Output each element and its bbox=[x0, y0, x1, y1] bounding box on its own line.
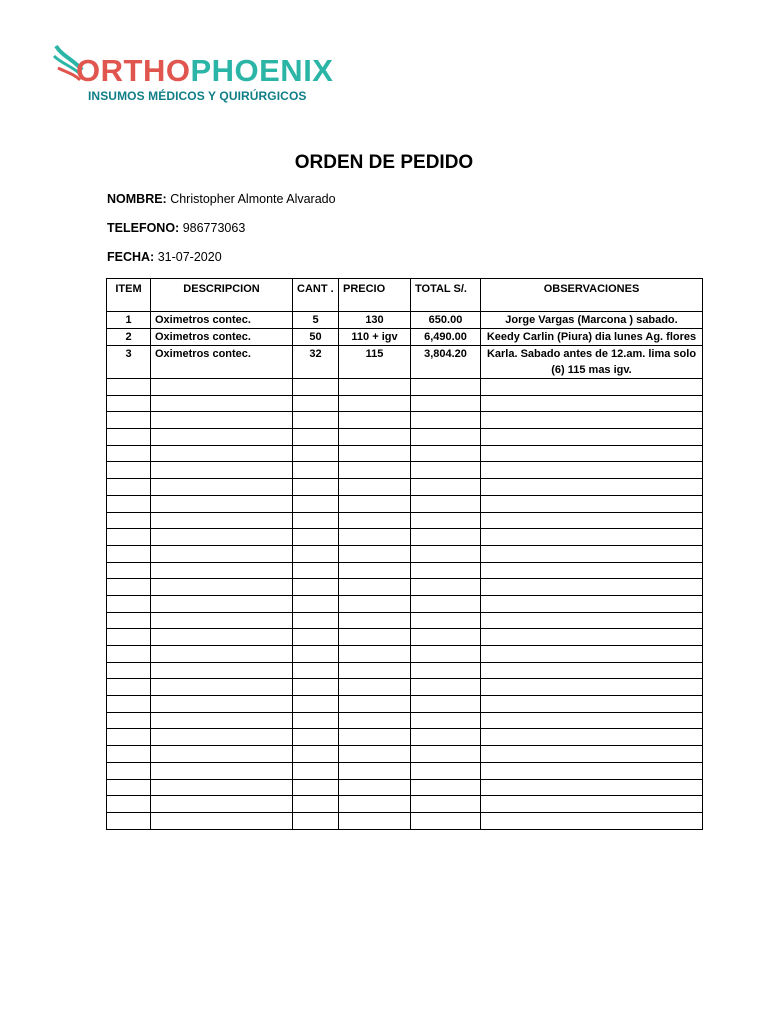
empty-cell bbox=[481, 779, 703, 796]
empty-cell bbox=[151, 629, 293, 646]
empty-cell bbox=[293, 762, 339, 779]
empty-cell bbox=[151, 462, 293, 479]
empty-cell bbox=[107, 545, 151, 562]
empty-cell bbox=[339, 729, 411, 746]
empty-table-row bbox=[107, 679, 703, 696]
empty-cell bbox=[293, 562, 339, 579]
empty-cell bbox=[339, 512, 411, 529]
empty-cell bbox=[481, 595, 703, 612]
empty-cell bbox=[411, 812, 481, 829]
telefono-field bbox=[107, 221, 245, 235]
empty-cell bbox=[293, 662, 339, 679]
empty-cell bbox=[293, 529, 339, 546]
empty-cell bbox=[339, 629, 411, 646]
empty-cell bbox=[481, 495, 703, 512]
empty-cell bbox=[411, 512, 481, 529]
empty-cell bbox=[411, 646, 481, 663]
empty-cell bbox=[151, 529, 293, 546]
cell-descripcion: Oximetros contec. bbox=[151, 312, 293, 329]
empty-cell bbox=[107, 746, 151, 763]
empty-cell bbox=[339, 779, 411, 796]
cell-cant: 5 bbox=[293, 312, 339, 329]
empty-cell bbox=[411, 779, 481, 796]
empty-cell bbox=[151, 779, 293, 796]
empty-cell bbox=[411, 662, 481, 679]
empty-cell bbox=[339, 662, 411, 679]
telefono-value: 986773063 bbox=[182, 221, 246, 235]
header-observaciones: OBSERVACIONES bbox=[481, 279, 703, 312]
empty-cell bbox=[481, 479, 703, 496]
empty-cell bbox=[481, 629, 703, 646]
empty-cell bbox=[107, 379, 151, 396]
empty-cell bbox=[293, 729, 339, 746]
cell-total: 650.00 bbox=[411, 312, 481, 329]
cell-precio: 110 + igv bbox=[339, 329, 411, 346]
empty-cell bbox=[411, 796, 481, 813]
cell-precio: 115 bbox=[339, 346, 411, 379]
empty-cell bbox=[481, 412, 703, 429]
empty-cell bbox=[107, 779, 151, 796]
empty-cell bbox=[107, 562, 151, 579]
table-row bbox=[107, 329, 703, 346]
empty-cell bbox=[151, 662, 293, 679]
empty-cell bbox=[339, 812, 411, 829]
empty-cell bbox=[293, 595, 339, 612]
empty-cell bbox=[411, 679, 481, 696]
empty-cell bbox=[151, 646, 293, 663]
empty-cell bbox=[151, 762, 293, 779]
empty-cell bbox=[151, 746, 293, 763]
empty-cell bbox=[411, 479, 481, 496]
empty-cell bbox=[293, 395, 339, 412]
empty-cell bbox=[481, 445, 703, 462]
empty-cell bbox=[339, 412, 411, 429]
empty-cell bbox=[107, 679, 151, 696]
empty-cell bbox=[411, 445, 481, 462]
empty-cell bbox=[481, 562, 703, 579]
table-body bbox=[107, 312, 703, 830]
empty-table-row bbox=[107, 612, 703, 629]
nombre-field bbox=[107, 192, 336, 206]
empty-cell bbox=[411, 379, 481, 396]
empty-cell bbox=[481, 462, 703, 479]
empty-cell bbox=[151, 712, 293, 729]
empty-table-row bbox=[107, 712, 703, 729]
nombre-value: Christopher Almonte Alvarado bbox=[170, 192, 336, 206]
company-logo bbox=[52, 42, 342, 106]
header-descripcion: DESCRIPCION bbox=[151, 279, 293, 312]
empty-cell bbox=[107, 812, 151, 829]
empty-cell bbox=[411, 595, 481, 612]
empty-cell bbox=[293, 545, 339, 562]
empty-cell bbox=[339, 395, 411, 412]
empty-table-row bbox=[107, 779, 703, 796]
cell-total: 3,804.20 bbox=[411, 346, 481, 379]
empty-cell bbox=[339, 562, 411, 579]
empty-cell bbox=[293, 379, 339, 396]
empty-cell bbox=[339, 495, 411, 512]
empty-table-row bbox=[107, 729, 703, 746]
cell-descripcion: Oximetros contec. bbox=[151, 346, 293, 379]
empty-table-row bbox=[107, 445, 703, 462]
empty-table-row bbox=[107, 529, 703, 546]
empty-cell bbox=[411, 429, 481, 446]
empty-cell bbox=[151, 495, 293, 512]
empty-cell bbox=[481, 796, 703, 813]
empty-cell bbox=[411, 612, 481, 629]
empty-cell bbox=[293, 712, 339, 729]
empty-cell bbox=[293, 612, 339, 629]
table-row bbox=[107, 346, 703, 379]
empty-cell bbox=[339, 445, 411, 462]
empty-cell bbox=[293, 429, 339, 446]
empty-cell bbox=[107, 479, 151, 496]
empty-cell bbox=[411, 562, 481, 579]
empty-cell bbox=[107, 429, 151, 446]
empty-cell bbox=[107, 712, 151, 729]
empty-cell bbox=[411, 746, 481, 763]
empty-table-row bbox=[107, 696, 703, 713]
logo-tagline: INSUMOS MÉDICOS Y QUIRÚRGICOS bbox=[88, 89, 307, 103]
cell-cant: 50 bbox=[293, 329, 339, 346]
empty-cell bbox=[481, 529, 703, 546]
empty-cell bbox=[481, 812, 703, 829]
cell-item: 1 bbox=[107, 312, 151, 329]
empty-cell bbox=[293, 746, 339, 763]
empty-cell bbox=[151, 579, 293, 596]
empty-table-row bbox=[107, 512, 703, 529]
empty-cell bbox=[293, 512, 339, 529]
empty-cell bbox=[151, 445, 293, 462]
empty-cell bbox=[339, 679, 411, 696]
empty-cell bbox=[151, 812, 293, 829]
empty-cell bbox=[293, 445, 339, 462]
empty-cell bbox=[481, 662, 703, 679]
empty-cell bbox=[481, 579, 703, 596]
cell-cant: 32 bbox=[293, 346, 339, 379]
empty-cell bbox=[151, 562, 293, 579]
empty-cell bbox=[107, 495, 151, 512]
empty-cell bbox=[411, 629, 481, 646]
empty-cell bbox=[107, 629, 151, 646]
empty-table-row bbox=[107, 429, 703, 446]
order-table bbox=[106, 278, 703, 830]
empty-cell bbox=[107, 762, 151, 779]
empty-cell bbox=[411, 462, 481, 479]
empty-cell bbox=[151, 679, 293, 696]
empty-cell bbox=[481, 729, 703, 746]
header-total: TOTAL S/. bbox=[411, 279, 481, 312]
empty-cell bbox=[151, 545, 293, 562]
empty-cell bbox=[107, 512, 151, 529]
empty-cell bbox=[107, 445, 151, 462]
empty-table-row bbox=[107, 462, 703, 479]
empty-table-row bbox=[107, 562, 703, 579]
empty-cell bbox=[151, 512, 293, 529]
empty-cell bbox=[293, 579, 339, 596]
logo-wordmark: ORTHOPHOENIX bbox=[76, 53, 334, 88]
table-row bbox=[107, 312, 703, 329]
cell-observaciones: Karla. Sabado antes de 12.am. lima solo (6) 115 mas igv. bbox=[481, 346, 703, 379]
empty-table-row bbox=[107, 646, 703, 663]
empty-cell bbox=[339, 595, 411, 612]
fecha-value: 31-07-2020 bbox=[157, 250, 222, 264]
empty-cell bbox=[339, 712, 411, 729]
empty-cell bbox=[481, 696, 703, 713]
empty-cell bbox=[107, 729, 151, 746]
empty-cell bbox=[339, 462, 411, 479]
empty-cell bbox=[339, 379, 411, 396]
header-item: ITEM bbox=[107, 279, 151, 312]
cell-item: 3 bbox=[107, 346, 151, 379]
empty-table-row bbox=[107, 579, 703, 596]
empty-table-row bbox=[107, 545, 703, 562]
empty-table-row bbox=[107, 629, 703, 646]
nombre-label: NOMBRE: bbox=[107, 192, 167, 206]
empty-cell bbox=[293, 479, 339, 496]
empty-cell bbox=[107, 595, 151, 612]
empty-cell bbox=[151, 395, 293, 412]
empty-cell bbox=[411, 529, 481, 546]
empty-cell bbox=[107, 646, 151, 663]
empty-cell bbox=[481, 395, 703, 412]
empty-cell bbox=[151, 412, 293, 429]
empty-cell bbox=[339, 762, 411, 779]
empty-cell bbox=[481, 379, 703, 396]
empty-cell bbox=[481, 712, 703, 729]
empty-table-row bbox=[107, 762, 703, 779]
header-cant: CANT . bbox=[293, 279, 339, 312]
fecha-label: FECHA: bbox=[107, 250, 155, 264]
cell-descripcion: Oximetros contec. bbox=[151, 329, 293, 346]
empty-cell bbox=[151, 595, 293, 612]
empty-cell bbox=[339, 479, 411, 496]
empty-cell bbox=[107, 412, 151, 429]
empty-cell bbox=[411, 696, 481, 713]
empty-cell bbox=[339, 545, 411, 562]
cell-observaciones: Jorge Vargas (Marcona ) sabado. bbox=[481, 312, 703, 329]
empty-table-row bbox=[107, 662, 703, 679]
empty-cell bbox=[481, 612, 703, 629]
empty-cell bbox=[411, 395, 481, 412]
empty-cell bbox=[481, 762, 703, 779]
empty-cell bbox=[151, 696, 293, 713]
cell-observaciones: Keedy Carlin (Piura) dia lunes Ag. flores bbox=[481, 329, 703, 346]
cell-precio: 130 bbox=[339, 312, 411, 329]
empty-table-row bbox=[107, 379, 703, 396]
empty-cell bbox=[411, 579, 481, 596]
empty-cell bbox=[411, 762, 481, 779]
empty-cell bbox=[293, 679, 339, 696]
empty-cell bbox=[293, 796, 339, 813]
empty-cell bbox=[107, 395, 151, 412]
header-precio: PRECIO bbox=[339, 279, 411, 312]
empty-cell bbox=[293, 412, 339, 429]
empty-table-row bbox=[107, 479, 703, 496]
empty-cell bbox=[481, 646, 703, 663]
empty-cell bbox=[107, 696, 151, 713]
empty-table-row bbox=[107, 746, 703, 763]
empty-cell bbox=[293, 779, 339, 796]
empty-cell bbox=[339, 612, 411, 629]
empty-cell bbox=[107, 612, 151, 629]
empty-cell bbox=[107, 529, 151, 546]
empty-cell bbox=[151, 612, 293, 629]
empty-cell bbox=[339, 579, 411, 596]
empty-cell bbox=[107, 662, 151, 679]
empty-cell bbox=[411, 729, 481, 746]
empty-table-row bbox=[107, 812, 703, 829]
empty-cell bbox=[481, 746, 703, 763]
empty-cell bbox=[481, 429, 703, 446]
empty-table-row bbox=[107, 412, 703, 429]
empty-cell bbox=[411, 545, 481, 562]
empty-cell bbox=[481, 545, 703, 562]
table-header-row bbox=[107, 279, 703, 312]
cell-item: 2 bbox=[107, 329, 151, 346]
empty-cell bbox=[151, 379, 293, 396]
empty-table-row bbox=[107, 495, 703, 512]
empty-cell bbox=[481, 512, 703, 529]
empty-cell bbox=[481, 679, 703, 696]
document-title: ORDEN DE PEDIDO bbox=[294, 152, 474, 173]
telefono-label: TELEFONO: bbox=[107, 221, 180, 235]
empty-cell bbox=[339, 746, 411, 763]
empty-cell bbox=[293, 495, 339, 512]
empty-cell bbox=[339, 429, 411, 446]
empty-cell bbox=[293, 462, 339, 479]
cell-total: 6,490.00 bbox=[411, 329, 481, 346]
empty-cell bbox=[107, 579, 151, 596]
empty-cell bbox=[339, 796, 411, 813]
empty-cell bbox=[107, 462, 151, 479]
empty-cell bbox=[339, 696, 411, 713]
empty-cell bbox=[151, 729, 293, 746]
empty-cell bbox=[293, 646, 339, 663]
empty-cell bbox=[411, 495, 481, 512]
empty-cell bbox=[339, 646, 411, 663]
empty-cell bbox=[151, 796, 293, 813]
empty-cell bbox=[151, 479, 293, 496]
empty-table-row bbox=[107, 595, 703, 612]
empty-table-row bbox=[107, 395, 703, 412]
empty-table-row bbox=[107, 796, 703, 813]
empty-cell bbox=[339, 529, 411, 546]
empty-cell bbox=[293, 812, 339, 829]
empty-cell bbox=[293, 629, 339, 646]
empty-cell bbox=[411, 712, 481, 729]
empty-cell bbox=[107, 796, 151, 813]
fecha-field bbox=[107, 250, 222, 264]
empty-cell bbox=[411, 412, 481, 429]
empty-cell bbox=[293, 696, 339, 713]
empty-cell bbox=[151, 429, 293, 446]
